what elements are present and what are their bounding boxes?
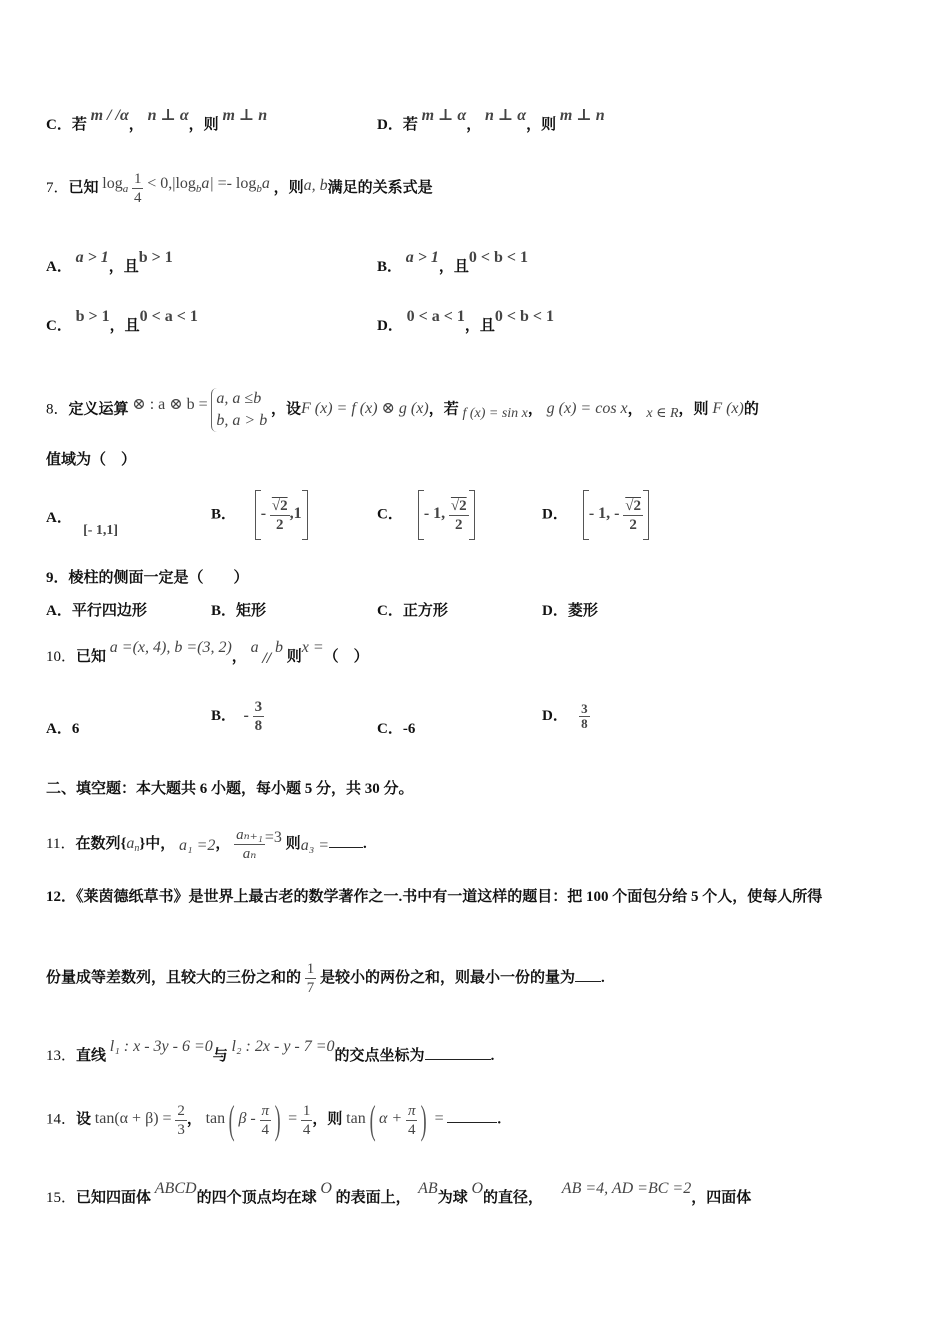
q8-option-c: C． - 1, $\frac{√2}{2}$ bbox=[377, 490, 475, 540]
q9-option-d: D．菱形 bbox=[542, 603, 598, 619]
q8-option-b: B． - $\frac{√2}{2}$ ,1 bbox=[211, 490, 308, 540]
q13-stem: 13．直线 l₁ : x - 3y - 6 =0与 l₂ : 2x - y - 7 =0的交点坐标为 . bbox=[46, 1038, 495, 1064]
q8-option-a: A． [- 1,1] bbox=[46, 510, 119, 538]
q9-option-c: C．正方形 bbox=[377, 603, 448, 619]
q10-option-b: B． - $\frac{3}{8}$ bbox=[211, 699, 263, 734]
q7-option-b: B． a > 1，且0 < b < 1 bbox=[377, 249, 529, 275]
q8-stem: 8．定义运算 ⊗ : a ⊗ b = a, a ≤b b, a > b ，设F (x) = f (x) ⊗ g (x)，若 f (x) = sin x， g (x) = cos x， x ∈ R，则 F (x)的 bbox=[46, 388, 759, 432]
q6-option-d: D．若 m ⊥ α， n ⊥ α，则 m ⊥ n bbox=[377, 107, 605, 133]
q10-stem: 10．已知 a =(x, 4), b =(3, 2)， a // b 则x =（ ） bbox=[46, 639, 369, 667]
section-2-heading: 二、填空题：本大题共 6 小题，每小题 5 分，共 30 分。 bbox=[46, 781, 414, 797]
q9-option-a: A．平行四边形 bbox=[46, 603, 147, 619]
q6-option-c: C．若 m / /α， n ⊥ α，则 m ⊥ n bbox=[46, 107, 268, 133]
q10-option-d: D． $\frac{3}{8}$ bbox=[542, 701, 588, 731]
q7-option-a: A． a > 1，且b > 1 bbox=[46, 249, 173, 275]
q10-option-a: A．6 bbox=[46, 721, 80, 737]
q12-stem-line1: 12．《莱茵德纸草书》是世界上最古老的数学著作之一.书中有一道这样的题目：把 100 个面包分给 5 个人，使每人所得 bbox=[46, 889, 823, 905]
q15-stem: 15．已知四面体 ABCD的四个顶点均在球 O 的表面上， AB为球 O的直径， AB =4, AD =BC =2，四面体 bbox=[46, 1180, 752, 1206]
q11-stem: 11．在数列$\{a_n\}$中， a₁ =2， $\frac{\text{aₙ₊₁}}{\text{aₙ}}$ =3 则a₃ = . bbox=[46, 827, 367, 862]
q12-stem-line2: 份量成等差数列，且较大的三份之和的 $\frac{1}{7}$ 是较小的两份之和，则最小一份的量为 . bbox=[46, 961, 605, 996]
q9-stem: 9．棱柱的侧面一定是（ ） bbox=[46, 570, 249, 586]
q14-stem: 14．设 tan(α + β) = $\frac{2}{3}$ ， tan( β - $\frac{\pi}{4}$ ) = $\frac{1}{4}$ ，则 tan( α + $\frac{\pi}{4}$ ) = . bbox=[46, 1097, 502, 1142]
q7-stem: 7．已知 loga $\frac{1}{4}$ < 0,|logba| =- logba ，则a, b满足的关系式是 bbox=[46, 171, 433, 206]
q8-option-d: D． - 1, - $\frac{√2}{2}$ bbox=[542, 490, 649, 540]
q9-option-b: B．矩形 bbox=[211, 603, 267, 619]
q7-option-d: D． 0 < a < 1，且0 < b < 1 bbox=[377, 308, 554, 334]
q10-option-c: C．-6 bbox=[377, 721, 416, 737]
q7-option-c: C． b > 1，且0 < a < 1 bbox=[46, 308, 198, 334]
q8-stem-line2: 值域为（ ） bbox=[46, 452, 137, 468]
